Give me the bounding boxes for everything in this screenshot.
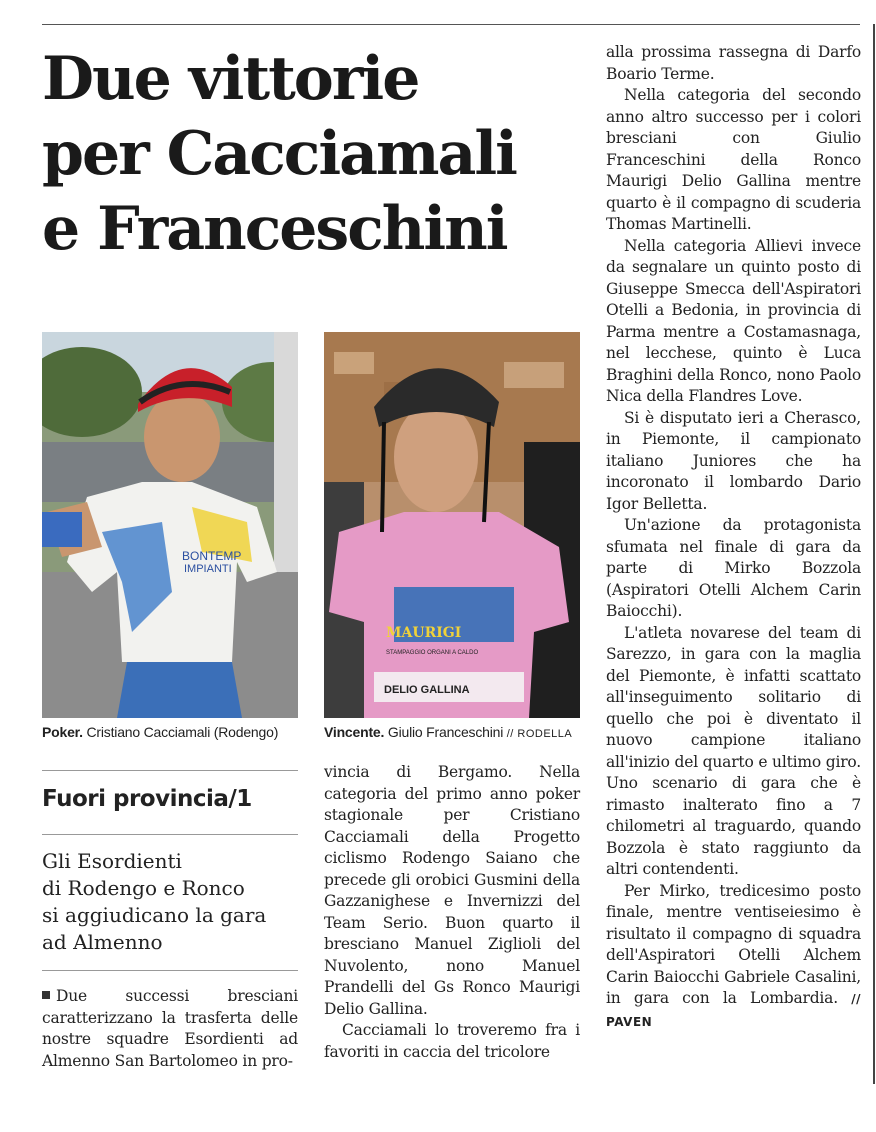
jersey-text-maurigi: MAURIGI <box>386 625 462 641</box>
paragraph <box>606 881 861 1034</box>
caption-left-lead: Poker. <box>42 724 83 740</box>
paragraph-text: Per Mirko, tredicesimo posto finale, mentre ventiseiesimo è risultato il compagno di squadra dell'Aspiratori Otelli Alchem Carin Baiocchi Gabriele Casalini, in gara con la Lombardia. <box>606 881 861 1007</box>
body-column-3 <box>606 42 861 1033</box>
jersey-text-bontempi: BONTEMP <box>182 549 242 563</box>
kicker-rule-bottom <box>42 834 298 835</box>
paragraph: L'atleta novarese del team di Sarezzo, in gara con la maglia del Piemonte, è infatti scattato all'inseguimento solitario di quello che poi è diventato il nuovo campione italiano all'inizio del quarto e ultimo giro. Uno scenario di gara che è rimasto inalterato fino a 7 chilometri al traguardo, quando Bozzola è stato raggiunto da altri contendenti. <box>606 623 861 878</box>
photo-credit: // RODELLA <box>503 728 573 740</box>
paragraph <box>42 986 298 1072</box>
caption-right <box>324 724 572 740</box>
caption-left-text: Cristiano Cacciamali (Rodengo) <box>82 724 279 740</box>
paragraph: Un'azione da protagonista sfumata nel finale di gara da parte di Mirko Bozzola (Aspiratori Otelli Alchem Carin Baiocchi). <box>606 516 861 620</box>
headline-line-2: per Cacciamali <box>42 119 516 189</box>
body-column-2 <box>324 762 580 1063</box>
headline-line-1: Due vittorie <box>42 44 419 114</box>
paragraph: alla prossima rassegna di Darfo Boario Terme. <box>606 43 861 83</box>
top-rule <box>42 24 860 25</box>
jersey-text-impianti: IMPIANTI <box>184 563 232 575</box>
paragraph: vincia di Bergamo. Nella categoria del primo anno poker stagionale per Cristiano Cacciamali della Progetto ciclismo Rodengo Saiano che precede gli orobici Gusmini della Gazzanighese e Invernizzi del Team Serio. Buon quarto il bresciano Manuel Ziglioli del Nuvolento, nono Manuel Prandelli del Gs Ronco Maurigi Delio Gallina. <box>324 763 580 1018</box>
paragraph-text: Due successi bresciani caratterizzano la trasferta delle nostre squadre Esordienti ad Almenno San Bartolomeo in pro- <box>42 987 298 1070</box>
headline <box>42 42 572 267</box>
summary-line-4: ad Almenno <box>42 930 163 954</box>
caption-right-text: Giulio Franceschini <box>384 724 504 740</box>
page-edge-rule <box>873 24 875 1084</box>
bullet-icon <box>42 991 50 999</box>
body-column-1 <box>42 986 298 1072</box>
paragraph: Nella categoria Allievi invece da segnalare un quinto posto di Giuseppe Smecca dell'Aspiratori Otelli a Bedonia, in provincia di Parma mentre a Costamasnaga, nel lecchese, quinto è Luca Braghini della Ronco, nono Paolo Nica della Flandres Love. <box>606 236 861 405</box>
photo-franceschini <box>324 332 580 718</box>
summary-line-1: Gli Esordienti <box>42 849 182 873</box>
paragraph: Si è disputato ieri a Cherasco, in Piemonte, il campionato italiano Juniores che ha incoronato il lombardo Dario Igor Belletta. <box>606 408 861 513</box>
paragraph: Cacciamali lo troveremo fra i favoriti in caccia del tricolore <box>324 1021 580 1061</box>
summary <box>42 848 302 956</box>
author-signature: // PAVEN <box>606 992 861 1029</box>
jersey-text-stampaggio: STAMPAGGIO ORGANI A CALDO <box>386 650 479 656</box>
kicker: Fuori provincia/1 <box>42 786 252 812</box>
paragraph: Nella categoria del secondo anno altro successo per i colori bresciani con Giulio Franceschini della Ronco Maurigi Delio Gallina mentre quarto è il compagno di scuderia Thomas Martinelli. <box>606 86 861 233</box>
kicker-rule-top <box>42 770 298 771</box>
summary-rule <box>42 970 298 971</box>
jersey-text-delio-gallina: DELIO GALLINA <box>384 684 470 696</box>
caption-left <box>42 724 278 740</box>
photo-cacciamali <box>42 332 298 718</box>
summary-line-2: di Rodengo e Ronco <box>42 876 245 900</box>
headline-line-3: e Franceschini <box>42 194 507 264</box>
caption-right-lead: Vincente. <box>324 724 385 740</box>
summary-line-3: si aggiudicano la gara <box>42 903 267 927</box>
